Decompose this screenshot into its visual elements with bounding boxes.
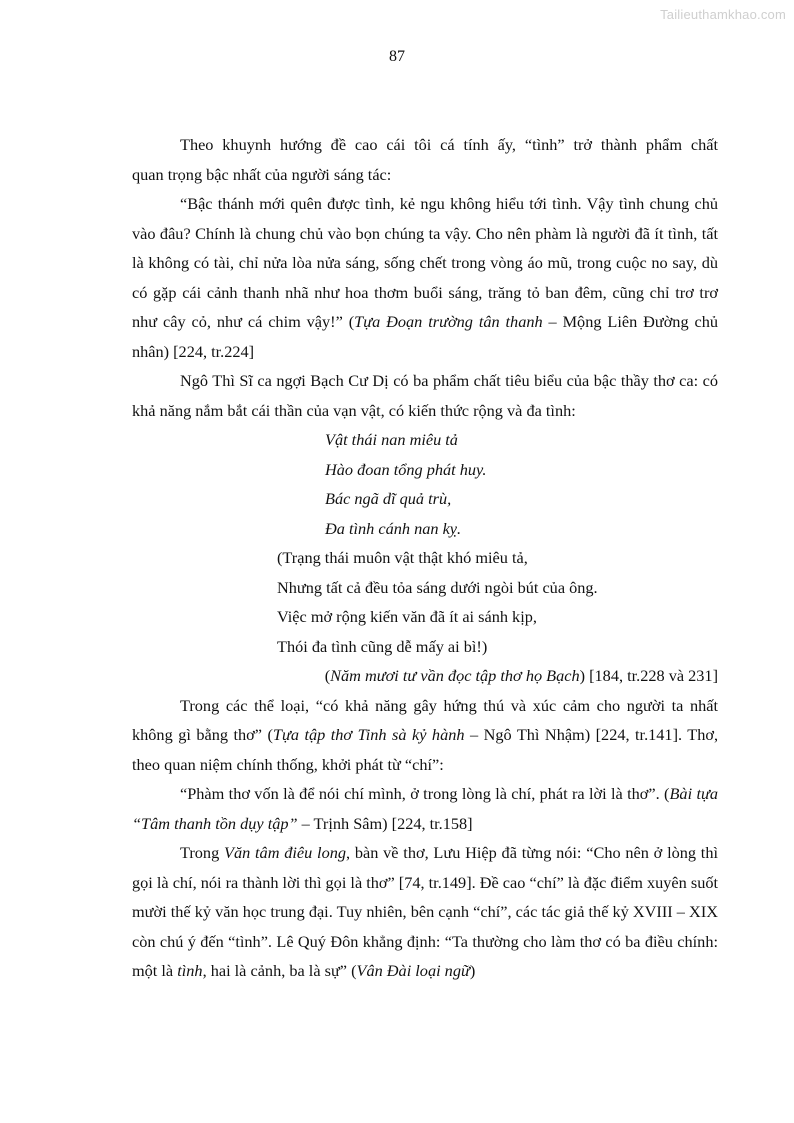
paragraph-4-title-2: Vân Đài loại ngữ [356,961,470,980]
paragraph-4-t4: ) [469,961,476,980]
page-number: 87 [389,48,405,65]
poem-source-rest: ) [184, tr.228 và 231] [579,666,718,685]
quote-2-rest: – Trịnh Sâm) [224, tr.158] [297,813,473,833]
translation-line: (Trạng thái muôn vật thật khó miêu tả, [277,548,528,567]
poem-line: Vật thái nan miêu tả [325,430,458,449]
paragraph-4 [132,838,718,986]
quote-1-text: “Bậc thánh mới quên được tình, kẻ ngu không hiểu tới tình. Vậy tình chung chủ vào đâu? Chính là chung chủ vào bọn chúng ta vậy. Cho nên phàm là người đã ít tình, tất là không có tài, chỉ nửa lòa nửa sáng, sống chết trong vòng áo mũ, trong cuộc no say, dù có gặp cái cảnh thanh nhã như hoa thơm buổi sáng, trăng tỏ ban đêm, cũng chỉ trơ trơ như cây cỏ, như cá chim vậy!” ( [132,194,718,331]
poem-line: Đa tình cánh nan kỵ. [325,518,462,538]
paragraph-4-t3: , hai là cảnh, ba là sự” ( [202,961,357,980]
paragraph-4-emphasis: tình [177,961,203,980]
poem-source [132,661,718,691]
paragraph-3 [132,691,718,780]
paragraph-1-line-1: Theo khuynh hướng đề cao cái tôi cá tính ấy, “tình” trở thành phẩm chất [180,135,718,154]
paragraph-4-t2: , bàn về thơ, Lưu Hiệp đã từng nói: “Cho nên ở lòng thì gọi là chí, nói ra thành lời thì gọi là thơ” [74, tr.149]. Đề cao “chí” là đặc điểm xuyên suốt mười thế kỷ văn học trung đại. Tuy nhiên, bên cạnh “chí”, các tác giả thế kỷ XVIII – XIX còn chú ý đến “tình”. Lê Quý Đôn khẳng định: “Ta thường cho làm thơ có ba điều chính: một là [132,843,718,980]
page-content [132,130,718,986]
translation-line: Thói đa tình cũng dễ mấy ai bì!) [277,636,488,656]
paragraph-4-t1: Trong [180,843,225,862]
translation-block [132,543,718,661]
quote-1-source-title: Tựa Đoạn trường tân thanh [354,312,543,331]
paragraph-3-after: – Ngô Thì Nhậm) [224, tr.141]. Thơ, theo quan niệm chính thống, khởi phát từ “chí”: [132,725,719,774]
poem-block [132,425,718,543]
quote-1 [132,189,718,366]
quote-2-text: “Phàm thơ vốn là để nói chí mình, ở trong lòng là chí, phát ra lời là thơ”. ( [180,784,670,803]
quote-1-source-rest: – Mộng Liên Đường chủ nhân) [224, tr.224] [132,312,718,361]
quote-2-title: Bài tựa “Tâm thanh tồn dụy tập” [132,784,718,833]
translation-line: Việc mở rộng kiến văn đã ít ai sánh kịp, [277,607,537,626]
paragraph-4-title-1: Văn tâm điêu long [224,843,346,862]
quote-2 [132,779,718,838]
paragraph-1-line-2: quan trọng bậc nhất của người sáng tác: [132,164,392,184]
paragraph-2: Ngô Thì Sĩ ca ngợi Bạch Cư Dị có ba phẩm chất tiêu biểu của bậc thầy thơ ca: có khả năng nắm bắt cái thần của vạn vật, có kiến thức rộng và đa tình: [132,371,718,420]
poem-line: Hào đoan tổng phát huy. [325,459,487,479]
poem-line: Bác ngã dĩ quả trù, [325,489,452,508]
paragraph-3-before: Trong các thể loại, “có khả năng gây hứng thú và xúc cảm cho người ta nhất không gì bằng thơ” ( [132,695,718,744]
poem-source-title: Năm mươi tư vần đọc tập thơ họ Bạch [330,666,580,685]
poem-source-open: ( [324,666,331,685]
translation-line: Nhưng tất cả đều tỏa sáng dưới ngòi bút của ông. [277,577,598,597]
paragraph-3-title: Tựa tập thơ Tinh sà kỷ hành [272,725,465,744]
watermark: Tailieuthamkhao.com [660,7,786,22]
